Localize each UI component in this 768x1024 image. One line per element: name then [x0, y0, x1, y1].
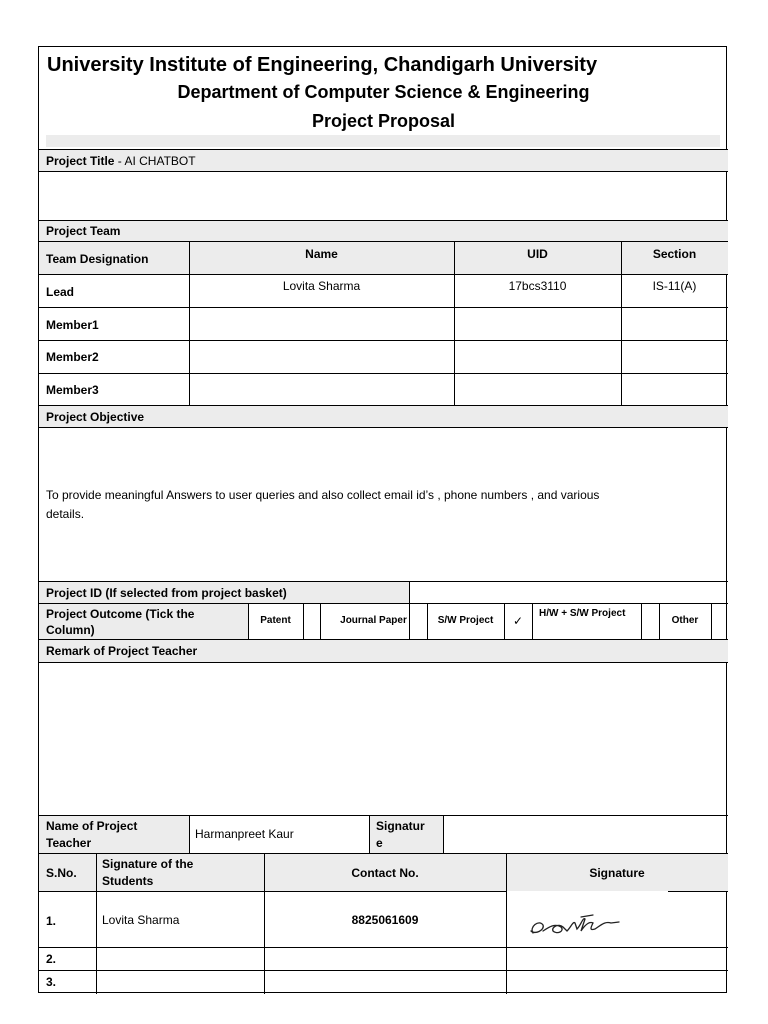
team-row-designation: Member2	[46, 350, 99, 364]
project-id-label: Project ID (If selected from project basket)	[46, 586, 287, 600]
students-col-sno: S.No.	[46, 866, 77, 880]
students-col-signature: Signature	[589, 866, 645, 880]
team-bar-bg	[39, 220, 728, 241]
project-title-value: - AI CHATBOT	[114, 154, 196, 168]
teacher-signature-label-line2: e	[376, 836, 383, 850]
project-title-label: Project Title	[46, 154, 115, 168]
student-sno: 3.	[46, 975, 57, 989]
institute-title: University Institute of Engineering, Chandigarh University	[47, 54, 598, 76]
col-header-uid: UID	[527, 247, 548, 261]
project-team-label: Project Team	[46, 224, 121, 238]
form-title: Project Proposal	[311, 111, 456, 131]
col-header-section: Section	[652, 247, 697, 261]
outcome-option-other: Other	[671, 615, 699, 626]
team-row-designation: Member1	[46, 318, 99, 332]
student-contact: 8825061609	[351, 913, 419, 927]
outcome-sw-check-mark: ✓	[512, 614, 524, 628]
proposal-form	[38, 46, 727, 993]
team-row-name: Lovita Sharma	[282, 279, 361, 293]
col-header-name: Name	[305, 247, 338, 261]
students-col-signature-of-students: Signature of the Students	[102, 857, 194, 888]
objective-text-line1: To provide meaningful Answers to user queries and also collect email id’s , phone numbers , and various	[46, 488, 600, 502]
outcome-option-hw-sw-project: H/W + S/W Project	[539, 608, 626, 619]
student-sno: 2.	[46, 952, 57, 966]
department-title: Department of Computer Science & Engineering	[177, 82, 590, 102]
student-signature-image	[519, 897, 639, 941]
objective-text-line2: details.	[46, 507, 85, 521]
project-title-row	[46, 154, 196, 168]
team-row-designation: Member3	[46, 383, 99, 397]
objective-label: Project Objective	[46, 410, 145, 424]
teacher-name: Harmanpreet Kaur	[195, 827, 294, 841]
teacher-label-line2: Teacher	[46, 836, 92, 850]
team-row-designation: Lead	[46, 285, 75, 299]
student-name: Lovita Sharma	[102, 913, 180, 927]
students-col-contact: Contact No.	[351, 866, 419, 880]
outcome-label-line2: Column)	[46, 623, 95, 637]
team-row-uid: 17bcs3110	[508, 279, 567, 293]
outcome-option-patent: Patent	[260, 615, 291, 626]
student-sno: 1.	[46, 914, 57, 928]
outcome-option-journal-paper: Journal Paper	[340, 615, 407, 626]
teacher-signature-label-line1: Signatur	[376, 819, 425, 833]
teacher-label-line1: Name of Project	[46, 819, 138, 833]
col-header-designation: Team Designation	[46, 252, 149, 266]
remark-label: Remark of Project Teacher	[46, 644, 198, 658]
team-row-section: IS-11(A)	[652, 279, 697, 293]
outcome-option-sw-project: S/W Project	[437, 615, 494, 626]
outcome-label-line1: Project Outcome (Tick the	[46, 607, 195, 621]
header-shading	[46, 135, 720, 147]
